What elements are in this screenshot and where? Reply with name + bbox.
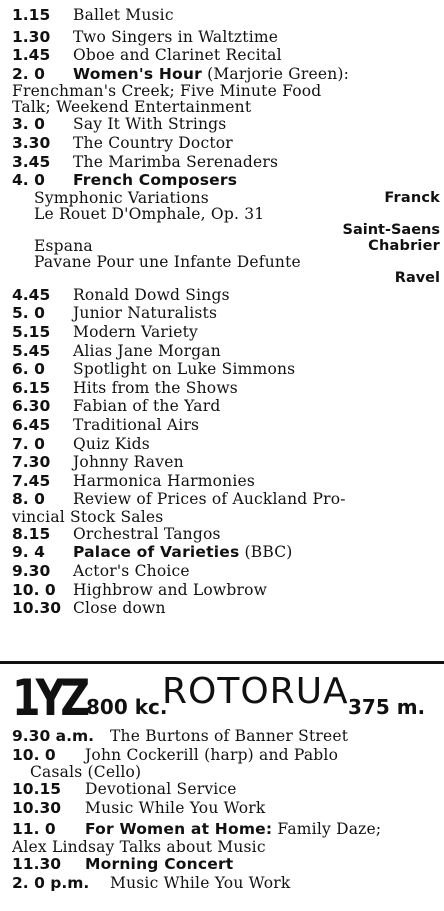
list-item [12, 360, 440, 379]
list-item [12, 286, 440, 305]
list-item [12, 323, 440, 342]
composer-name: Franck [384, 189, 440, 206]
time-label: 2. 0 [12, 64, 45, 83]
time-label: 8. 0 [12, 490, 45, 509]
composer-work [12, 190, 440, 206]
programme-title: The Burtons of Banner Street [110, 727, 349, 745]
list-item [12, 171, 440, 190]
time-label: 9.30 [12, 562, 51, 581]
rotorua-schedule [12, 727, 440, 892]
programme-title: Music While You Work [110, 873, 291, 892]
list-item [12, 855, 440, 874]
station-frequency: 800 kc. [86, 695, 168, 719]
programme-detail: (Marjorie Green): [201, 64, 350, 83]
list-item [12, 397, 440, 416]
work-title: Le Rouet D'Omphale, Op. 31 [34, 204, 265, 223]
time-label: 3.45 [12, 152, 51, 171]
time-label: 6. 0 [12, 360, 45, 379]
programme-title: Say It With Strings [73, 115, 227, 134]
time-label: 10.30 [12, 798, 62, 817]
list-item [12, 342, 440, 361]
composer-name: Chabrier [368, 237, 440, 254]
time-label: 7.45 [12, 471, 51, 490]
list-item [12, 435, 440, 454]
programme-title: Devotional Service [85, 780, 237, 799]
programme-continuation: Casals (Cello) [30, 763, 142, 782]
programme-title: For Women at Home: [85, 820, 273, 839]
composer-line [12, 270, 440, 286]
programme-title: Harmonica Harmonies [73, 471, 256, 490]
station-city: ROTORUA [162, 671, 349, 712]
list-item [12, 46, 440, 65]
list-item [12, 115, 440, 134]
time-label: 3.30 [12, 133, 51, 152]
time-label: 4. 0 [12, 171, 45, 190]
time-label: 6.15 [12, 378, 51, 397]
programme-title: Alias Jane Morgan [73, 341, 221, 360]
list-item [12, 65, 440, 84]
programme-title: Traditional Airs [73, 415, 200, 434]
station-wavelength: 375 m. [348, 695, 426, 719]
programme-title: Women's Hour [73, 64, 202, 83]
programme-continuation: Alex Lindsay Talks about Music [12, 837, 266, 856]
programme-continuation: Talk; Weekend Entertainment [12, 98, 252, 117]
list-item [12, 6, 440, 25]
time-label: 11. 0 [12, 820, 56, 839]
list-item [12, 453, 440, 472]
list-item [12, 799, 440, 818]
programme-title: Morning Concert [85, 854, 234, 873]
programme-title: Review of Prices of Auckland Pro- [73, 490, 346, 509]
list-item [12, 820, 440, 839]
programme-continuation: Frenchman's Creek; Five Minute Food [12, 82, 322, 101]
station-header [12, 669, 432, 727]
programme-title: Quiz Kids [73, 434, 150, 453]
programme-title: Highbrow and Lowbrow [73, 580, 268, 599]
programme-title: Junior Naturalists [73, 304, 218, 323]
programme-detail: Family Daze; [272, 820, 382, 839]
list-item [12, 416, 440, 435]
list-item [12, 780, 440, 799]
programme-title: Close down [73, 599, 166, 618]
programme-title: Johnny Raven [73, 453, 184, 472]
time-label: 5.15 [12, 322, 51, 341]
programme-title: Actor's Choice [73, 562, 190, 581]
time-label: 7. 0 [12, 434, 45, 453]
time-label: 1.30 [12, 27, 51, 46]
programme-title: The Country Doctor [73, 133, 233, 152]
composer-work [12, 254, 440, 270]
time-label: 5. 0 [12, 304, 45, 323]
time-label: 6.30 [12, 397, 51, 416]
composer-work [12, 238, 440, 254]
time-label: 9.30 a.m. [12, 727, 95, 745]
time-label: 3. 0 [12, 115, 45, 134]
programme-title: John Cockerill (harp) and Pablo [85, 745, 339, 764]
work-title: Espana [34, 236, 93, 255]
time-label: 1.15 [12, 6, 51, 24]
time-label: 4.45 [12, 285, 51, 304]
programme-detail: (BBC) [239, 543, 293, 562]
programme-title: The Marimba Serenaders [73, 152, 279, 171]
programme-title: Hits from the Shows [73, 378, 238, 397]
programme-title: Palace of Varieties [73, 543, 240, 562]
time-label: 10. 0 [12, 745, 56, 764]
list-item [12, 746, 440, 765]
list-item [12, 599, 440, 618]
time-label: 10. 0 [12, 580, 56, 599]
list-item [12, 562, 440, 581]
programme-title: Ronald Dowd Sings [73, 285, 230, 304]
list-item [12, 134, 440, 153]
programme-title: Spotlight on Luke Simmons [73, 360, 296, 379]
list-item [12, 472, 440, 491]
programme-title: Music While You Work [85, 798, 266, 817]
time-label: 8.15 [12, 524, 51, 543]
programme-title: Two Singers in Waltztime [73, 27, 279, 46]
list-item [12, 28, 440, 47]
section-divider [0, 661, 444, 664]
time-label: 9. 4 [12, 543, 45, 562]
station-callsign: 1YZ [12, 669, 86, 727]
list-item [12, 581, 440, 600]
list-item [12, 379, 440, 398]
programme-continuation: vincial Stock Sales [12, 507, 164, 526]
programme-title: Oboe and Clarinet Recital [73, 46, 282, 65]
time-label: 10.15 [12, 780, 62, 799]
work-title: Symphonic Variations [34, 188, 209, 207]
list-item [12, 153, 440, 172]
programme-title: Orchestral Tangos [73, 524, 221, 543]
time-label: 7.30 [12, 453, 51, 472]
list-item [12, 543, 440, 562]
time-label: 2. 0 p.m. [12, 873, 90, 892]
time-label: 5.45 [12, 341, 51, 360]
time-label: 6.45 [12, 415, 51, 434]
list-item [12, 727, 440, 746]
composer-name: Ravel [394, 269, 440, 286]
list-item [12, 304, 440, 323]
time-label: 1.45 [12, 46, 51, 65]
list-item [12, 525, 440, 544]
programme-title: Ballet Music [73, 6, 174, 24]
programme-title: Fabian of the Yard [73, 397, 221, 416]
time-label: 11.30 [12, 854, 62, 873]
time-label: 10.30 [12, 599, 62, 618]
composer-work [12, 206, 440, 222]
programme-title: Modern Variety [73, 322, 198, 341]
work-title: Pavane Pour une Infante Defunte [34, 252, 301, 271]
composer-line [12, 222, 440, 238]
programme-title: French Composers [73, 171, 238, 190]
list-item [12, 874, 440, 893]
list-item [12, 490, 440, 509]
composer-name: Saint-Saens [342, 221, 440, 238]
